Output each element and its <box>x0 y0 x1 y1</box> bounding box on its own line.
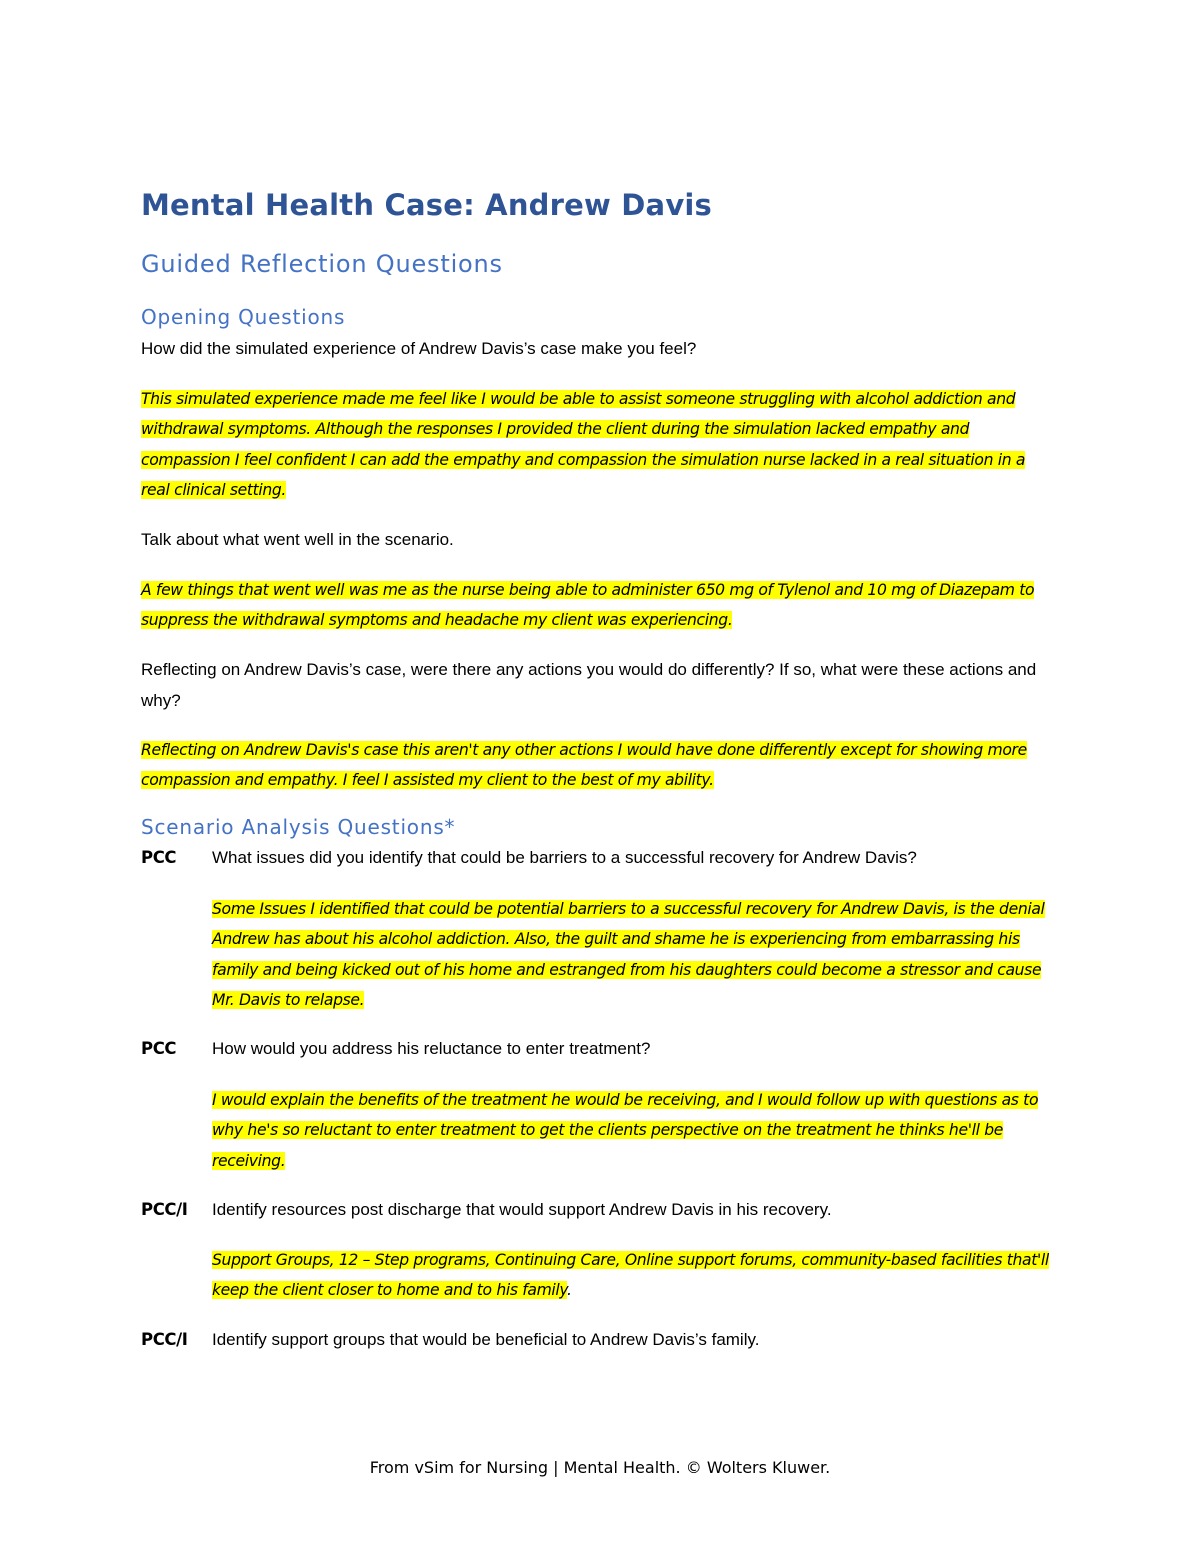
document-subtitle: Guided Reflection Questions <box>141 250 503 278</box>
answer-highlight: This simulated experience made me feel like I would be able to assist someone struggling with alcohol addiction and withdrawal symptoms. Although the responses I provided the client during the simulation lacked empathy and compassion I feel confident I can add the empathy and compassion the simulation nurse lacked in a real situation in a real clinical setting. <box>141 390 1026 499</box>
answer-highlight: A few things that went well was me as the nurse being able to administer 650 mg of Tylenol and 10 mg of Diazepam to suppress the withdrawal symptoms and headache my client was experiencing. <box>141 581 1035 630</box>
question-tag: PCC/I <box>141 1200 188 1219</box>
question-tag: PCC <box>141 848 177 867</box>
page-footer: From vSim for Nursing | Mental Health. © Wolters Kluwer. <box>369 1458 831 1477</box>
scenario-answer-2 <box>212 1085 1057 1176</box>
opening-question-3: Reflecting on Andrew Davis’s case, were there any actions you would do differently? If so, what were these actions and why? <box>141 660 1037 710</box>
opening-question-2: Talk about what went well in the scenario. <box>141 530 454 549</box>
question-tag: PCC <box>141 1039 177 1058</box>
answer-tail: . <box>567 1281 572 1300</box>
answer-highlight: I would explain the benefits of the treatment he would be receiving, and I would follow up with questions as to why he's so reluctant to enter treatment to get the clients perspective on the treatment he thinks he'll be receiving. <box>212 1091 1039 1170</box>
scenario-answer-1 <box>212 894 1057 1015</box>
opening-question-1: How did the simulated experience of Andrew Davis’s case make you feel? <box>141 339 697 358</box>
scenario-questions-heading: Scenario Analysis Questions* <box>141 815 456 839</box>
scenario-answer-3 <box>212 1245 1057 1306</box>
scenario-question-1: What issues did you identify that could be barriers to a successful recovery for Andrew Davis? <box>212 848 917 867</box>
document-title: Mental Health Case: Andrew Davis <box>141 188 713 222</box>
scenario-question-2: How would you address his reluctance to enter treatment? <box>212 1039 651 1058</box>
opening-answer-2 <box>141 575 1056 636</box>
opening-answer-1 <box>141 384 1056 505</box>
opening-answer-3 <box>141 735 1056 796</box>
answer-highlight: Reflecting on Andrew Davis's case this aren't any other actions I would have done differently except for showing more compassion and empathy. I feel I assisted my client to the best of my ability. <box>141 741 1027 790</box>
answer-highlight: Some Issues I identified that could be potential barriers to a successful recovery for Andrew Davis, is the denial Andrew has about his alcohol addiction. Also, the guilt and shame he is experiencing from embarrassing his family and being kicked out of his home and estranged from his daughters could become a stressor and cause Mr. Davis to relapse. <box>212 900 1045 1009</box>
question-tag: PCC/I <box>141 1330 188 1349</box>
answer-highlight: Support Groups, 12 – Step programs, Continuing Care, Online support forums, community-based facilities that'll keep the client closer to home and to his family <box>212 1251 1049 1300</box>
scenario-question-3: Identify resources post discharge that would support Andrew Davis in his recovery. <box>212 1200 832 1219</box>
scenario-question-4: Identify support groups that would be beneficial to Andrew Davis’s family. <box>212 1330 760 1349</box>
opening-questions-heading: Opening Questions <box>141 305 346 329</box>
